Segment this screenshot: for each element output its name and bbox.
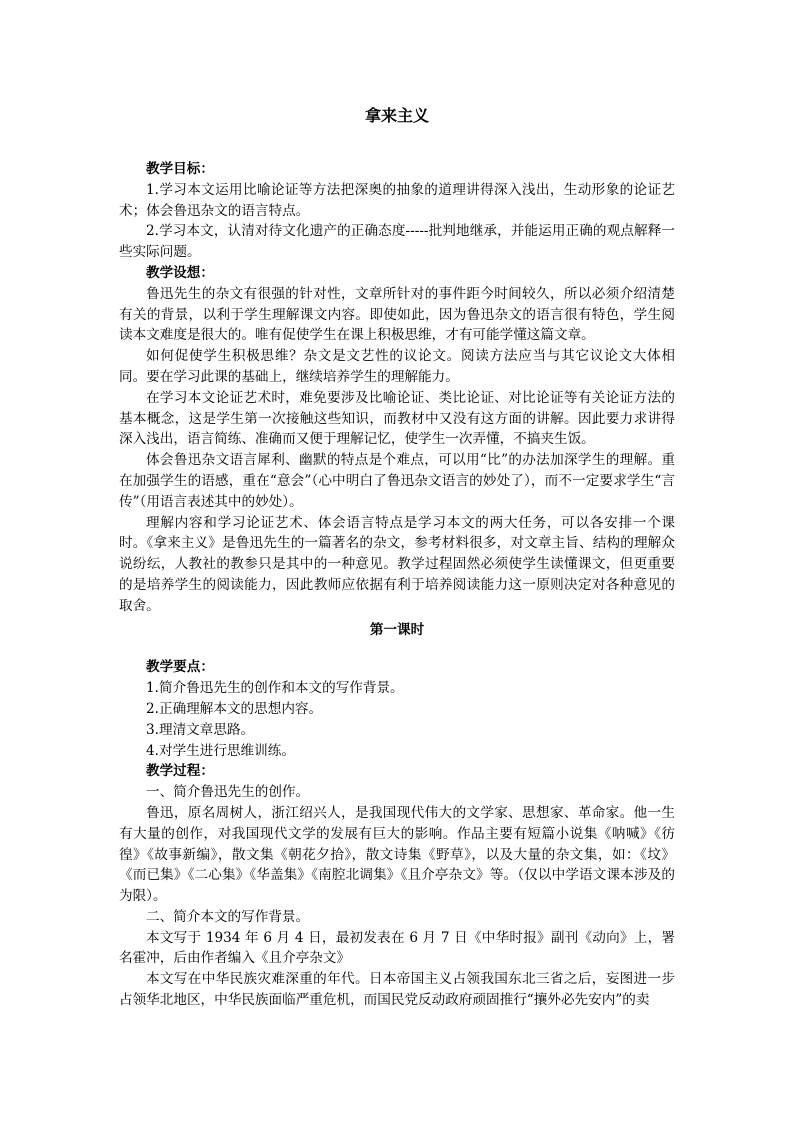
lesson-title: 第一课时 [369, 621, 425, 638]
process-paragraph: 一、简介鲁迅先生的创作。 [146, 784, 310, 801]
document-body [119, 159, 675, 1011]
design-paragraph: 理解内容和学习论证艺术、体会语言特点是学习本文的两大任务，可以各安排一个课时。《拿来主义》是鲁迅先生的一篇著名的杂文，参考材料很多，对文章主旨、结构的理解众说纷纭，人教社的教参只是其中的一种意见。教学过程固然必须使学生读懂课文，但更重要的是培养学生的阅读能力，因此教师应依据有利于培养阅读能力这一原则决定对各种意见的取舍。 [119, 514, 675, 614]
process-paragraph: 二、简介本文的写作背景。 [146, 908, 310, 925]
point-item: 2.正确理解本文的思想内容。 [146, 700, 323, 717]
point-item: 1.简介鲁迅先生的创作和本文的写作背景。 [146, 680, 404, 697]
points-heading: 教学要点： [146, 659, 214, 676]
goal-item: 1.学习本文运用比喻论证等方法把深奥的抽象的道理讲得深入浅出，生动形象的论证艺术；体会鲁迅杂文的语言特点。 [119, 181, 675, 219]
design-paragraph: 在学习本文论证艺术时，难免要涉及比喻论证、类比论证、对比论证等有关论证方法的基本概念，这是学生第一次接触这些知识，而教材中又没有这方面的讲解。因此要力求讲得深入浅出，语言简练、准确而又便于理解记忆，使学生一次弄懂，不搞夹生饭。 [119, 389, 675, 448]
design-paragraph: 体会鲁迅杂文语言犀利、幽默的特点是个难点，可以用“比”的办法加深学生的理解。重在加强学生的语感，重在“意会”（心中明白了鲁迅杂文语言的妙处了），而不一定要求学生“言传”（用语言表述其中的妙处）。 [119, 452, 675, 510]
goal-item: 2.学习本文，认清对待文化遗产的正确态度-----批判地继承，并能运用正确的观点解释一些实际问题。 [119, 223, 675, 261]
goals-heading: 教学目标： [146, 161, 214, 177]
design-paragraph: 如何促使学生积极思维？杂文是文艺性的议论文。阅读方法应当与其它议论文大体相同。要在学习此课的基础上，继续培养学生的理解能力。 [119, 348, 675, 385]
process-paragraph: 本文写在中华民族灾难深重的年代。日本帝国主义占领我国东北三省之后，妄图进一步占领华北地区，中华民族面临严重危机，而国民党反动政府顽固推行“攘外必先安内”的卖 [119, 971, 675, 1009]
process-heading: 教学过程： [146, 763, 214, 780]
design-heading: 教学设想： [146, 264, 214, 281]
document-title: 拿来主义 [364, 106, 429, 125]
point-item: 3.理清文章思路。 [146, 721, 255, 738]
process-paragraph: 本文写于 1934 年 6 月 4 日，最初发表在 6 月 7 日《中华时报》副刊《动向》上，署名霍冲，后由作者编入《且介亭杂文》 [119, 929, 675, 967]
process-paragraph: 鲁迅，原名周树人，浙江绍兴人，是我国现代伟大的文学家、思想家、革命家。他一生有大量的创作，对我国现代文学的发展有巨大的影响。作品主要有短篇小说集《呐喊》《彷徨》《故事新编》，散文集《朝花夕拾》，散文诗集《野草》，以及大量的杂文集，如：《坟》《而已集》《二心集》《华盖集》《南腔北调集》《且介亭杂文》等。（仅以中学语文课本涉及的为限）。 [119, 804, 675, 905]
design-paragraph: 鲁迅先生的杂文有很强的针对性，文章所针对的事件距今时间较久，所以必须介绍清楚有关的背景，以利于学生理解课文内容。即使如此，因为鲁迅杂文的语言很有特色，学生阅读本文难度是很大的。唯有促使学生在课上积极思维，才有可能学懂这篇文章。 [119, 285, 675, 344]
point-item: 4.对学生进行思维训练。 [146, 742, 295, 759]
